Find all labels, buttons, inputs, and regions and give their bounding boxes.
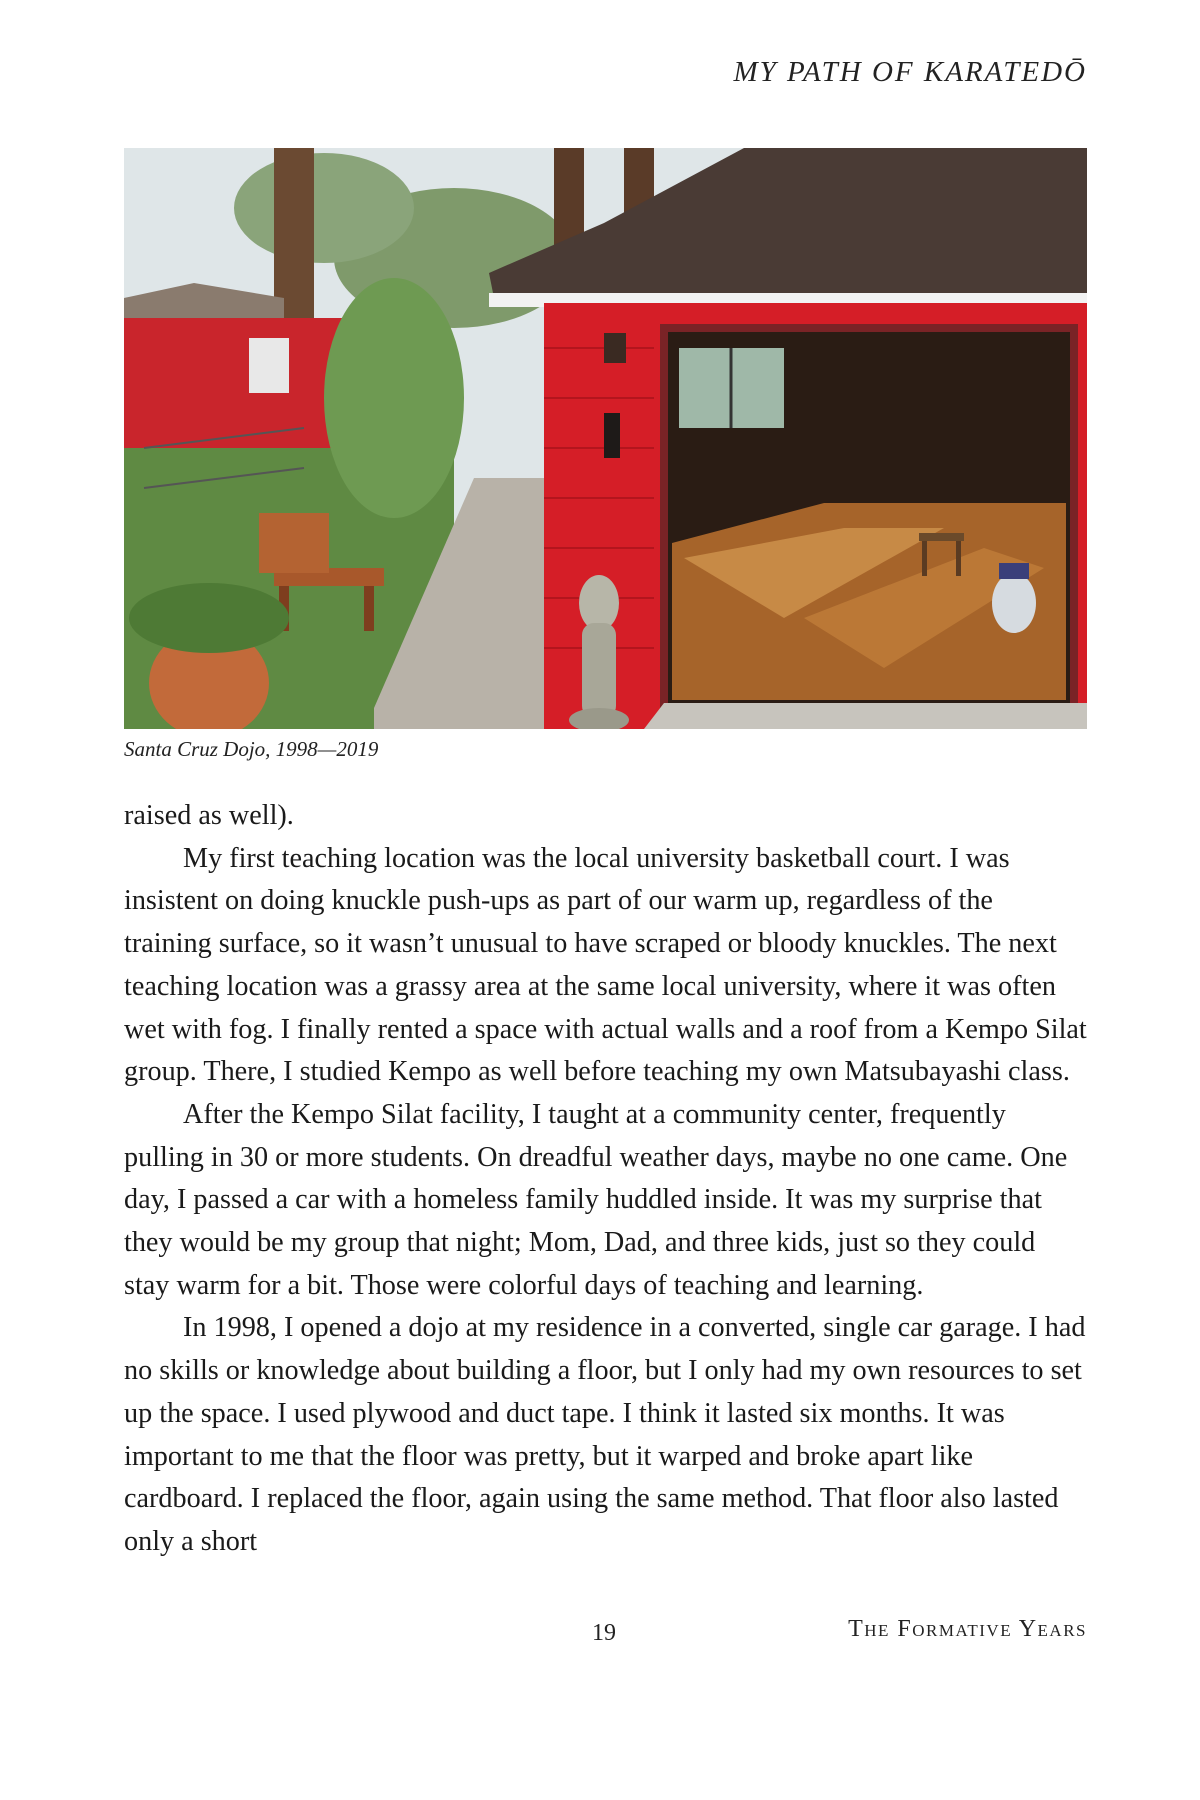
page-number: 19 [592, 1620, 616, 1646]
section-title: The Formative Years [848, 1616, 1087, 1642]
running-title: MY PATH OF KARATEDŌ [733, 56, 1087, 88]
paragraph-teaching-locations: My first teaching location was the local university basketball court. I was insistent on doing knuckle push-ups as part of our warm up, regardless of the training surface, so it wasn’t unusual to have scraped or bloody knuckles. The next teaching location was a grassy area at the same local university, where it was often wet with fog. I finally rented a space with actual walls and a roof from a Kempo Silat group. There, I studied Kempo as well before teaching my own Matsubayashi class. [124, 842, 1087, 1088]
paragraph-continuation: raised as well). [124, 800, 294, 831]
body-text [124, 795, 1087, 1564]
dojo-photo [124, 148, 1087, 729]
paragraph-dojo-1998: In 1998, I opened a dojo at my residence in a converted, single car garage. I had no skills or knowledge about building a floor, but I only had my own resources to set up the space. I used plywood and duct tape. I think it lasted six months. It was important to me that the floor was pretty, but it warped and broke apart like cardboard. I replaced the floor, again using the same method. That floor also lasted only a short [124, 1312, 1086, 1557]
paragraph-community-center: After the Kempo Silat facility, I taught at a community center, frequently pulling in 30 or more students. On dreadful weather days, maybe no one came. One day, I passed a car with a homeless family huddled inside. It was my surprise that they would be my group that night; Mom, Dad, and three kids, just so they could stay warm for a bit. Those were colorful days of teaching and learning. [124, 1098, 1068, 1301]
photo-caption: Santa Cruz Dojo, 1998—2019 [124, 737, 379, 761]
